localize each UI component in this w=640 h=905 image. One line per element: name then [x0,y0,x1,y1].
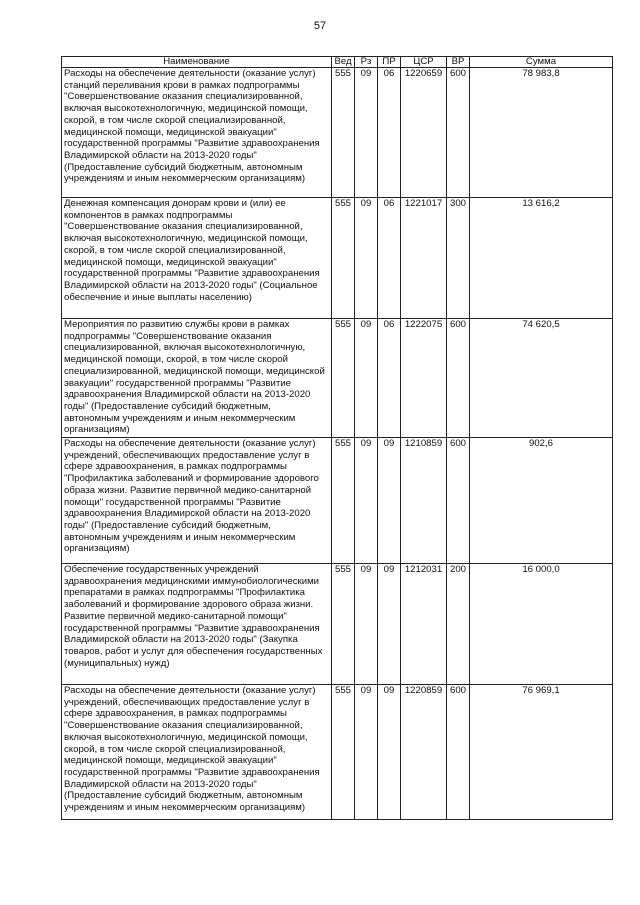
row-vr: 200 [447,564,470,685]
row-rz: 09 [355,438,378,564]
table-header-row [62,57,613,68]
row-csr: 1220859 [401,685,447,820]
row-pr: 09 [378,438,401,564]
table-row [62,198,613,319]
row-vr: 600 [447,685,470,820]
header-vr: ВР [447,57,470,68]
row-vr: 300 [447,198,470,319]
row-pr: 09 [378,685,401,820]
row-name: Обеспечение государственных учреждений здравоохранения медицинскими иммунобиологическими препаратами в рамках подпрограммы "Профилактика заболеваний и формирование здорового образа жизни. Развитие первичной медико-санитарной помощи" государственной программы "Развитие здравоохранения Владимирской области на 2013-2020 годы" (Закупка товаров, работ и услуг для обеспечения государственных (муниципальных) нужд) [62,564,332,685]
row-sum: 16 000,0 [470,564,613,685]
header-sum: Сумма [470,57,613,68]
table-row [62,564,613,685]
row-sum: 78 983,8 [470,68,613,198]
table-row [62,685,613,820]
row-name: Денежная компенсация донорам крови и (или) ее компонентов в рамках подпрограммы "Совершенствование оказания специализированной, включая высокотехнологичную, медицинской помощи, скорой, в том числе скорой специализированной, медицинской помощи, медицинской эвакуации" государственной программы "Развитие здравоохранения Владимирской области на 2013-2020 годы" (Социальное обеспечение и иные выплаты населению) [62,198,332,319]
header-name: Наименование [62,57,332,68]
row-pr: 06 [378,319,401,438]
row-rz: 09 [355,685,378,820]
row-csr: 1212031 [401,564,447,685]
row-rz: 09 [355,319,378,438]
row-ved: 555 [332,68,355,198]
row-sum: 13 616,2 [470,198,613,319]
row-name: Расходы на обеспечение деятельности (оказание услуг) учреждений, обеспечивающих предоставление услуг в сфере здравоохранения, в рамках подпрограммы "Профилактика заболеваний и формирование здорового образа жизни. Развитие первичной медико-санитарной помощи" государственной программы "Развитие здравоохранения Владимирской области на 2013-2020 годы" (Предоставление субсидий бюджетным, автономным учреждениям и иным некоммерческим организациям) [62,438,332,564]
row-name: Расходы на обеспечение деятельности (оказание услуг) учреждений, обеспечивающих предоставление услуг в сфере здравоохранения, в рамках подпрограммы "Совершенствование оказания специализированной, включая высокотехнологичную, медицинской помощи, скорой, в том числе скорой специализированной, медицинской помощи, медицинской эвакуации" государственной программы "Развитие здравоохранения Владимирской области на 2013-2020 годы" (Предоставление субсидий бюджетным, автономным учреждениям и иным некоммерческим организациям) [62,685,332,820]
row-pr: 06 [378,68,401,198]
row-csr: 1222075 [401,319,447,438]
row-ved: 555 [332,319,355,438]
row-ved: 555 [332,685,355,820]
budget-table [61,56,613,820]
row-vr: 600 [447,438,470,564]
row-sum: 902,6 [470,438,613,564]
row-name: Расходы на обеспечение деятельности (оказание услуг) станций переливания крови в рамках подпрограммы "Совершенствование оказания специализированной, включая высокотехнологичную, медицинской помощи, скорой, в том числе скорой специализированной, медицинской помощи, медицинской эвакуации" государственной программы "Развитие здравоохранения Владимирской области на 2013-2020 годы" (Предоставление субсидий бюджетным, автономным учреждениям и иным некоммерческим организациям) [62,68,332,198]
table-row [62,438,613,564]
table-row [62,319,613,438]
row-csr: 1210859 [401,438,447,564]
row-csr: 1221017 [401,198,447,319]
row-ved: 555 [332,438,355,564]
row-rz: 09 [355,564,378,685]
header-rz: Рз [355,57,378,68]
row-pr: 06 [378,198,401,319]
header-ved: Вед [332,57,355,68]
row-sum: 74 620,5 [470,319,613,438]
table-row [62,68,613,198]
row-vr: 600 [447,319,470,438]
row-rz: 09 [355,198,378,319]
page-number: 57 [313,20,327,32]
row-rz: 09 [355,68,378,198]
row-name: Мероприятия по развитию службы крови в рамках подпрограммы "Совершенствование оказания специализированной, включая высокотехнологичную, медицинской помощи, скорой, в том числе скорой специализированной, медицинской помощи, медицинской эвакуации" государственной программы "Развитие здравоохранения Владимирской области на 2013-2020 годы" (Предоставление субсидий бюджетным, автономным учреждениям и иным некоммерческим организациям) [62,319,332,438]
header-pr: ПР [378,57,401,68]
row-vr: 600 [447,68,470,198]
header-csr: ЦСР [401,57,447,68]
row-pr: 09 [378,564,401,685]
row-ved: 555 [332,198,355,319]
row-ved: 555 [332,564,355,685]
row-csr: 1220659 [401,68,447,198]
row-sum: 76 969,1 [470,685,613,820]
